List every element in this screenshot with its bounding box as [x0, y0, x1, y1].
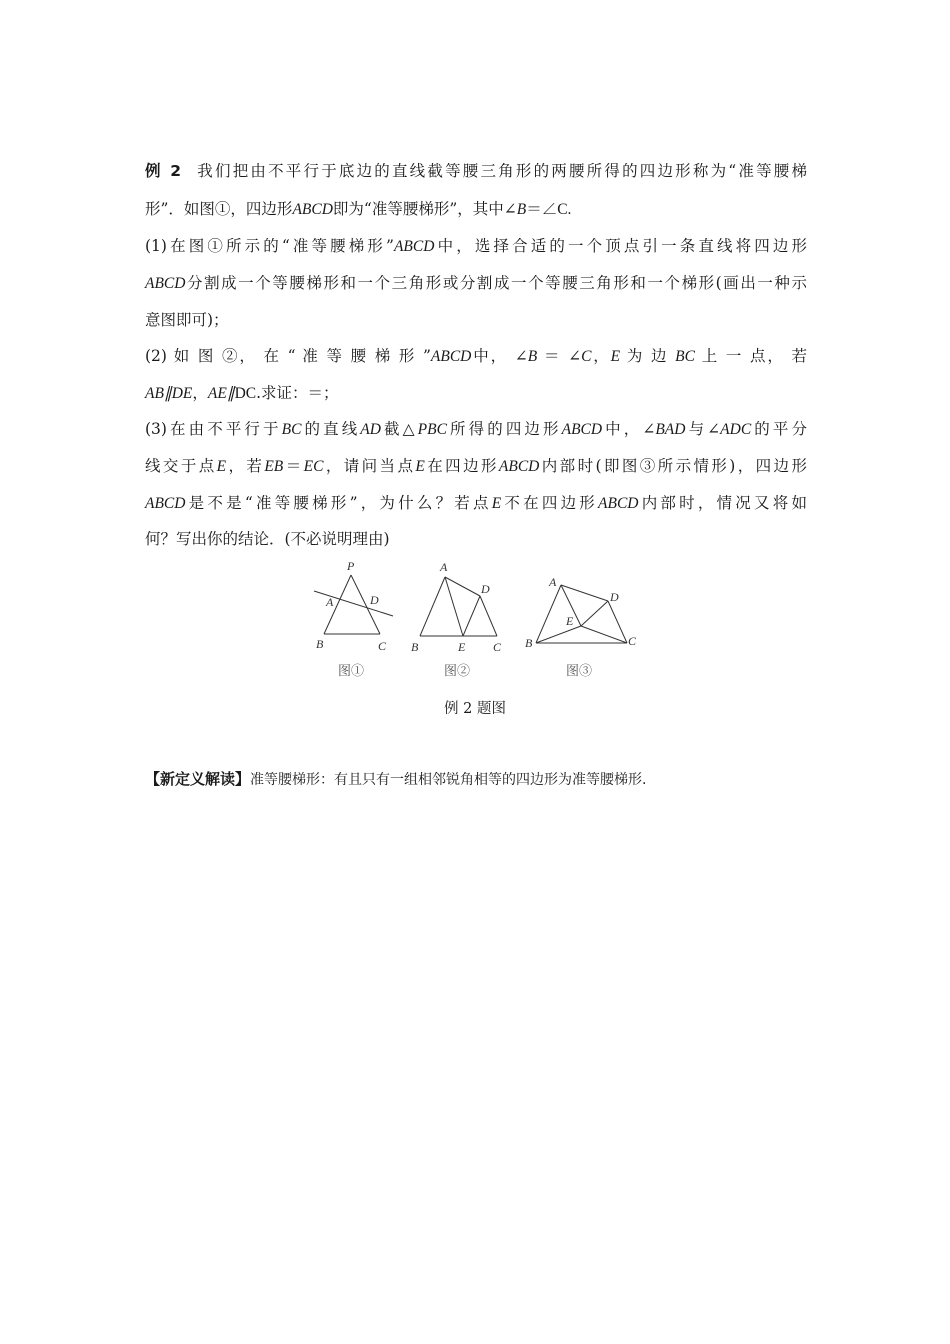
fig1-caption: 图①	[338, 664, 365, 679]
fig2-label-A: A	[440, 560, 448, 574]
part2-line-1: (2) 如 图 ②， 在 “ 准 等 腰 梯 形 ”ABCD中， ∠B ＝ ∠C，E 为 边 BC 上 一 点， 若	[145, 347, 807, 365]
fig2-caption: 图②	[444, 664, 471, 679]
fig2-label-C: C	[493, 640, 502, 654]
fig1-label-C: C	[378, 639, 387, 653]
fig3-label-A: A	[549, 575, 557, 589]
part3-line-3: ABCD是不是“准等腰梯形”，为什么？若点E不在四边形ABCD内部时，情况又将如	[145, 494, 807, 512]
part3-line-2: 线交于点E，若EB＝EC，请问当点E在四边形ABCD内部时(即图③所示情形)，四边形	[145, 457, 807, 475]
part2-line-2: AB∥DE，AE∥DC.求证：＝；	[145, 384, 339, 402]
example-intro-line-1: 例 2 我们把由不平行于底边的直线截等腰三角形的两腰所得的四边形称为“准等腰梯	[145, 162, 807, 180]
definition-note	[145, 768, 646, 789]
definition-label: 【新定义解读】	[145, 770, 251, 788]
fig1-label-P: P	[347, 559, 355, 573]
fig2-label-E: E	[458, 640, 466, 654]
part3-line-1: (3)在由不平行于BC的直线AD截△PBC所得的四边形ABCD中，∠BAD与∠ADC的平分	[145, 420, 807, 438]
example-label: 例 2	[145, 162, 182, 180]
example-intro-line-2: 形”．如图①，四边形ABCD即为“准等腰梯形”，其中∠B＝∠C.	[145, 200, 572, 218]
part1-line-2: ABCD分割成一个等腰梯形和一个三角形或分割成一个等腰三角形和一个梯形(画出一种示	[145, 274, 807, 292]
fig2-label-B: B	[411, 640, 419, 654]
fig2-label-D: D	[481, 582, 490, 596]
fig3-label-E: E	[566, 614, 574, 628]
definition-text: 准等腰梯形：有且只有一组相邻锐角相等的四边形为准等腰梯形.	[250, 772, 647, 788]
fig3-label-D: D	[610, 590, 619, 604]
fig3-label-C: C	[628, 634, 637, 648]
fig1-label-B: B	[316, 637, 324, 651]
part3-line-4: 何？写出你的结论．(不必说明理由)	[145, 530, 390, 548]
part1-line-3: 意图即可)；	[145, 311, 229, 329]
fig3-label-B: B	[525, 636, 533, 650]
fig1-label-D: D	[370, 593, 379, 607]
part1-line-1: (1)在图①所示的“准等腰梯形”ABCD中，选择合适的一个顶点引一条直线将四边形	[145, 237, 807, 255]
fig1-label-A: A	[326, 595, 334, 609]
fig3-caption: 图③	[566, 664, 593, 679]
figure-main-caption: 例 2 题图	[444, 701, 506, 717]
